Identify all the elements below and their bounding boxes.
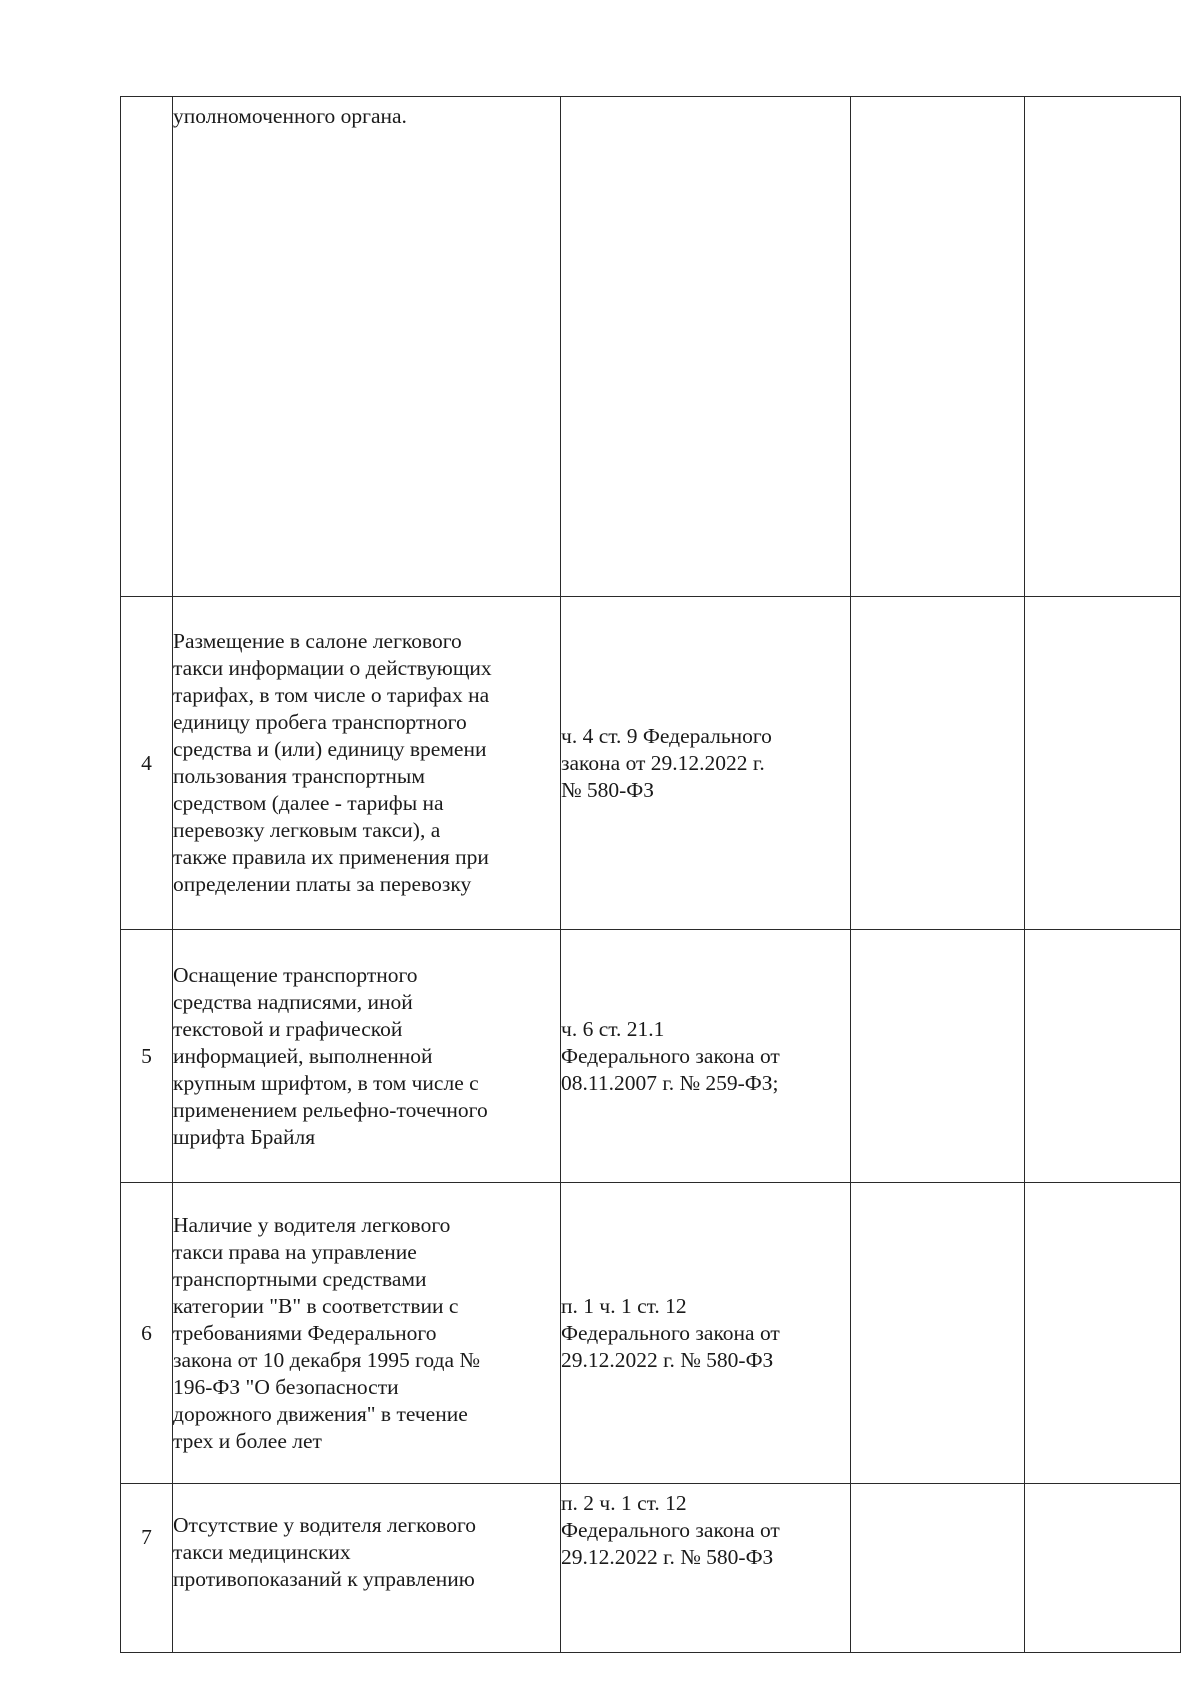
- table-row: [121, 1484, 1181, 1653]
- empty-cell-col4: [851, 597, 1025, 930]
- empty-cell-col5: [1025, 97, 1181, 597]
- reference-line: 08.11.2007 г. № 259-ФЗ;: [561, 1070, 779, 1095]
- table-row: [121, 1183, 1181, 1484]
- reference-line: п. 2 ч. 1 ст. 12: [561, 1491, 687, 1515]
- requirement-line: закона от 10 декабря 1995 года №: [173, 1347, 480, 1372]
- requirement-line: тарифах, в том числе о тарифах на: [173, 683, 490, 707]
- empty-cell-col5: [1025, 1183, 1181, 1484]
- row-number: 6: [121, 1183, 173, 1484]
- row-number: 4: [121, 597, 173, 930]
- requirements-table: [120, 96, 1181, 1653]
- requirement-line: средством (далее - тарифы на: [173, 791, 444, 815]
- reference-line: № 580-ФЗ: [561, 777, 655, 802]
- requirement-line: противопоказаний к управлению: [173, 1567, 475, 1591]
- reference-line: 29.12.2022 г. № 580-ФЗ: [561, 1545, 774, 1569]
- empty-cell-col4: [851, 1183, 1025, 1484]
- requirement-line: применением рельефно-точечного: [173, 1097, 488, 1122]
- reference-line: п. 1 ч. 1 ст. 12: [561, 1293, 687, 1318]
- requirement-line: единицу пробега транспортного: [173, 710, 467, 734]
- legal-reference-cell: [561, 930, 851, 1183]
- empty-cell-col4: [851, 1484, 1025, 1653]
- table-row: [121, 97, 1181, 597]
- requirement-line: также правила их применения при: [173, 845, 489, 869]
- requirement-cell: [173, 97, 561, 597]
- requirement-line: шрифта Брайля: [173, 1124, 316, 1149]
- requirement-line: Наличие у водителя легкового: [173, 1212, 451, 1237]
- requirement-line: Отсутствие у водителя легкового: [173, 1513, 476, 1537]
- reference-line: ч. 4 ст. 9 Федерального: [561, 723, 772, 748]
- requirement-line: Оснащение транспортного: [173, 962, 418, 987]
- reference-line: Федерального закона от: [561, 1518, 780, 1542]
- requirement-line: такси медицинских: [173, 1540, 351, 1564]
- requirement-cell: [173, 597, 561, 930]
- requirement-line: транспортными средствами: [173, 1266, 427, 1291]
- empty-cell-col5: [1025, 930, 1181, 1183]
- requirement-line: текстовой и графической: [173, 1016, 403, 1041]
- legal-reference-cell: [561, 97, 851, 597]
- empty-cell-col4: [851, 930, 1025, 1183]
- requirement-line: требованиями Федерального: [173, 1320, 437, 1345]
- requirement-cell: [173, 1183, 561, 1484]
- legal-reference-cell: [561, 1183, 851, 1484]
- requirement-line: такси информации о действующих: [173, 656, 492, 680]
- requirement-cell: [173, 1484, 561, 1653]
- requirement-line: дорожного движения" в течение: [173, 1401, 468, 1426]
- reference-line: 29.12.2022 г. № 580-ФЗ: [561, 1347, 774, 1372]
- requirement-line: крупным шрифтом, в том числе с: [173, 1070, 479, 1095]
- requirement-line: пользования транспортным: [173, 764, 425, 788]
- table-row: [121, 597, 1181, 930]
- requirement-line: определении платы за перевозку: [173, 872, 472, 896]
- requirements-table-body: [121, 97, 1181, 1653]
- requirement-line: информацией, выполненной: [173, 1043, 433, 1068]
- requirement-line: Размещение в салоне легкового: [173, 629, 462, 653]
- reference-line: закона от 29.12.2022 г.: [561, 750, 765, 775]
- row-number: 5: [121, 930, 173, 1183]
- legal-reference-cell: [561, 597, 851, 930]
- table-row: [121, 930, 1181, 1183]
- legal-reference-cell: [561, 1484, 851, 1653]
- reference-line: Федерального закона от: [561, 1043, 780, 1068]
- empty-cell-col4: [851, 97, 1025, 597]
- row-number: 7: [121, 1484, 173, 1653]
- requirement-line: перевозку легковым такси), а: [173, 818, 441, 842]
- reference-line: Федерального закона от: [561, 1320, 780, 1345]
- requirement-line: 196-ФЗ "О безопасности: [173, 1374, 399, 1399]
- requirement-line: трех и более лет: [173, 1428, 322, 1453]
- requirement-line: средства надписями, иной: [173, 989, 413, 1014]
- requirement-line: категории "В" в соответствии с: [173, 1293, 459, 1318]
- empty-cell-col5: [1025, 1484, 1181, 1653]
- reference-line: ч. 6 ст. 21.1: [561, 1016, 665, 1041]
- requirement-line: такси права на управление: [173, 1239, 417, 1264]
- empty-cell-col5: [1025, 597, 1181, 930]
- requirement-cell: [173, 930, 561, 1183]
- requirement-line: уполномоченного органа.: [173, 104, 407, 128]
- requirement-line: средства и (или) единицу времени: [173, 737, 487, 761]
- row-number: [121, 97, 173, 597]
